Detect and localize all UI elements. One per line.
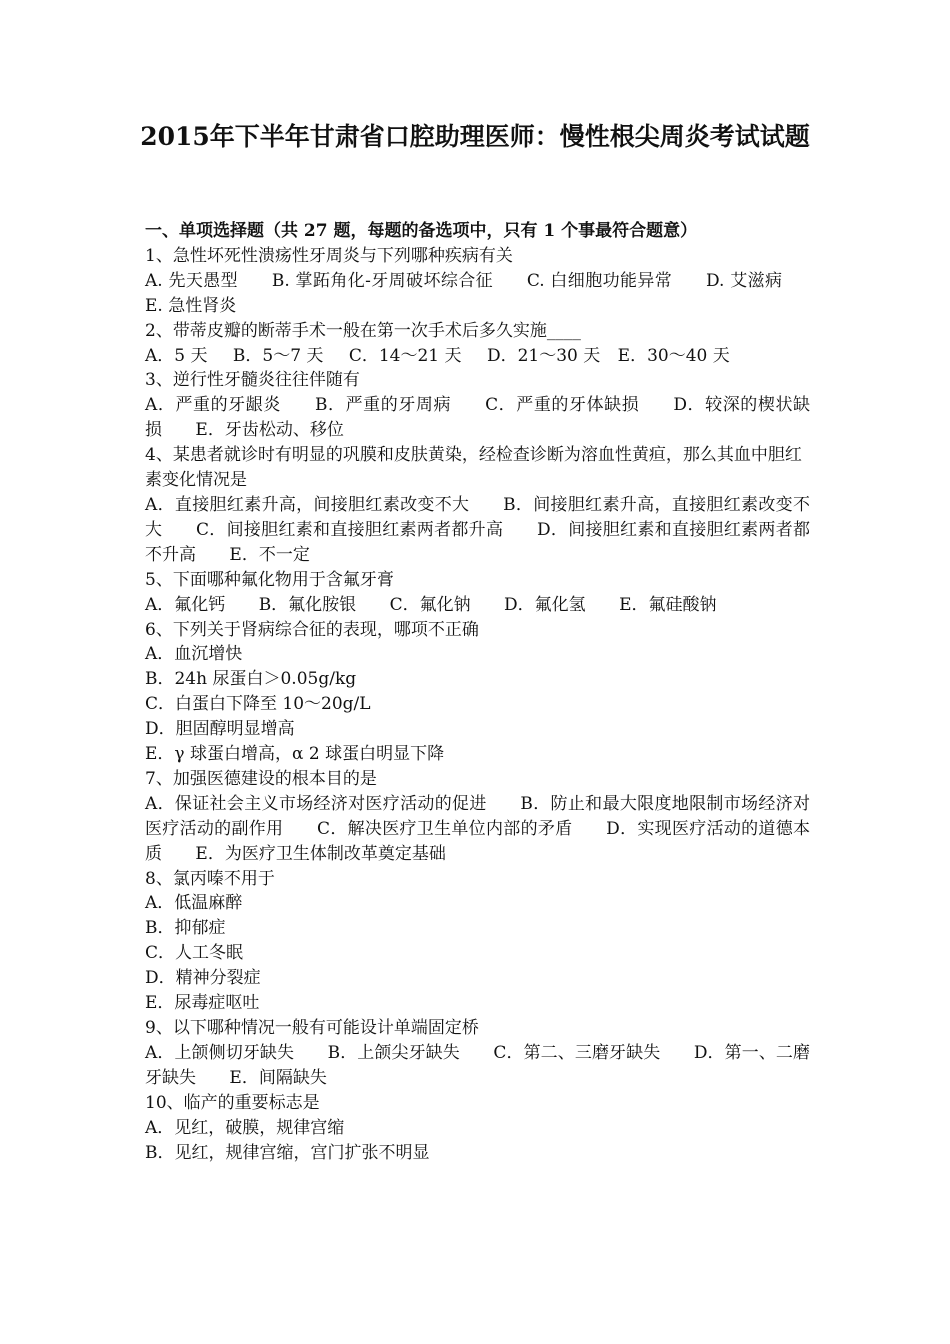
option: C．间接胆红素和直接胆红素两者都升高 — [196, 519, 504, 540]
option: A. 先天愚型 — [145, 270, 239, 291]
option: A．严重的牙龈炎 — [145, 395, 281, 416]
question-block — [145, 1091, 810, 1166]
question-block — [145, 867, 810, 1016]
option: A．氟化钙 — [145, 594, 226, 615]
option: C. 白细胞功能异常 — [526, 270, 673, 291]
option-row — [145, 593, 810, 618]
question-block — [145, 368, 810, 443]
option: A．见红，破膜，规律宫缩 — [145, 1117, 345, 1138]
option: A．低温麻醉 — [145, 893, 243, 914]
option: A．血沉增快 — [145, 644, 243, 665]
option: B．防止和最大限度地限制市场经济对医疗活动的副作用 — [145, 793, 811, 839]
question-stem: 1、急性坏死性溃疡性牙周炎与下列哪种疾病有关 — [145, 245, 513, 266]
question-block — [145, 1016, 810, 1091]
option: E．γ 球蛋白增高，α 2 球蛋白明显下降 — [145, 744, 445, 765]
question-block — [145, 767, 810, 867]
option: E. 急性肾炎 — [145, 295, 237, 316]
option-row — [145, 493, 810, 568]
document-title: 2015年下半年甘肃省口腔助理医师：慢性根尖周炎考试试题 — [140, 122, 810, 151]
option: D．实现医疗活动的道德本质 — [145, 818, 811, 864]
document-body — [145, 219, 810, 1165]
option: D．较深的楔状缺损 — [145, 395, 811, 441]
option: E．不一定 — [229, 544, 310, 565]
option: C．严重的牙体缺损 — [485, 395, 640, 416]
option: B．5～7 天 — [232, 345, 324, 366]
option: D．精神分裂症 — [145, 968, 261, 989]
option: D．21～30 天 — [486, 345, 601, 366]
option: B. 掌跖角化-牙周破坏综合征 — [271, 270, 494, 291]
option: D. 艾滋病 — [705, 270, 782, 291]
question-stem: 9、以下哪种情况一般有可能设计单端固定桥 — [145, 1018, 479, 1038]
question-stem: 6、下列关于肾病综合征的表现，哪项不正确 — [145, 619, 479, 640]
option: E．为医疗卫生体制改革奠定基础 — [195, 843, 446, 864]
section-header: 一、单项选择题（共 27 题，每题的备选项中，只有 1 个事最符合题意） — [145, 221, 698, 241]
question-block — [145, 568, 810, 618]
option-row — [145, 344, 810, 369]
question-block — [145, 319, 810, 369]
option: C．解决医疗卫生单位内部的矛盾 — [317, 818, 573, 839]
option: E．牙齿松动、移位 — [195, 420, 344, 441]
option: B．抑郁症 — [145, 918, 226, 939]
option-row — [145, 269, 810, 319]
option: A．上颌侧切牙缺失 — [145, 1042, 295, 1063]
question-stem: 5、下面哪种氟化物用于含氟牙膏 — [145, 569, 394, 590]
question-stem: 4、某患者就诊时有明显的巩膜和皮肤黄染，经检查诊断为溶血性黄疸，那么其血中胆红素变化情况是 — [145, 445, 802, 491]
question-stem: 2、带蒂皮瓣的断蒂手术一般在第一次手术后多久实施____ — [145, 320, 581, 341]
question-block — [145, 443, 810, 568]
question-stem: 8、氯丙嗪不用于 — [145, 868, 275, 889]
option: E．氟硅酸钠 — [619, 594, 717, 615]
option: D．第一、二磨牙缺失 — [145, 1042, 810, 1088]
option: C．白蛋白下降至 10～20g/L — [145, 694, 371, 715]
question-block — [145, 244, 810, 319]
option: E．30～40 天 — [617, 345, 730, 366]
question-stem: 10、临产的重要标志是 — [145, 1092, 320, 1113]
option: D．间接胆红素和直接胆红素两者都不升高 — [145, 519, 811, 565]
option: C．第二、三磨牙缺失 — [493, 1042, 661, 1063]
option-row — [145, 1041, 810, 1091]
option: D．胆固醇明显增高 — [145, 719, 295, 740]
option: A．保证社会主义市场经济对医疗活动的促进 — [145, 793, 487, 814]
option: A．5 天 — [145, 345, 208, 366]
option: D．氟化氢 — [504, 594, 586, 615]
option: B．氟化胺银 — [258, 594, 357, 615]
option: B．严重的牙周病 — [314, 395, 452, 416]
option: C．氟化钠 — [389, 594, 471, 615]
option-row — [145, 792, 810, 867]
option: B．24h 尿蛋白＞0.05g/kg — [145, 669, 357, 690]
question-stem: 3、逆行性牙髓炎往往伴随有 — [145, 370, 360, 391]
option: B．间接胆红素升高，直接胆红素改变不大 — [145, 494, 810, 540]
option: A．直接胆红素升高，间接胆红素改变不大 — [145, 494, 470, 515]
option: E．尿毒症呕吐 — [145, 993, 260, 1014]
option: C．人工冬眠 — [145, 943, 244, 964]
question-block — [145, 618, 810, 767]
question-stem: 7、加强医德建设的根本目的是 — [145, 768, 377, 789]
option: B．上颌尖牙缺失 — [327, 1042, 460, 1063]
option: B．见红，规律宫缩，宫门扩张不明显 — [145, 1142, 430, 1163]
option-row — [145, 393, 810, 443]
option: C．14～21 天 — [348, 345, 462, 366]
option: E．间隔缺失 — [229, 1067, 327, 1088]
